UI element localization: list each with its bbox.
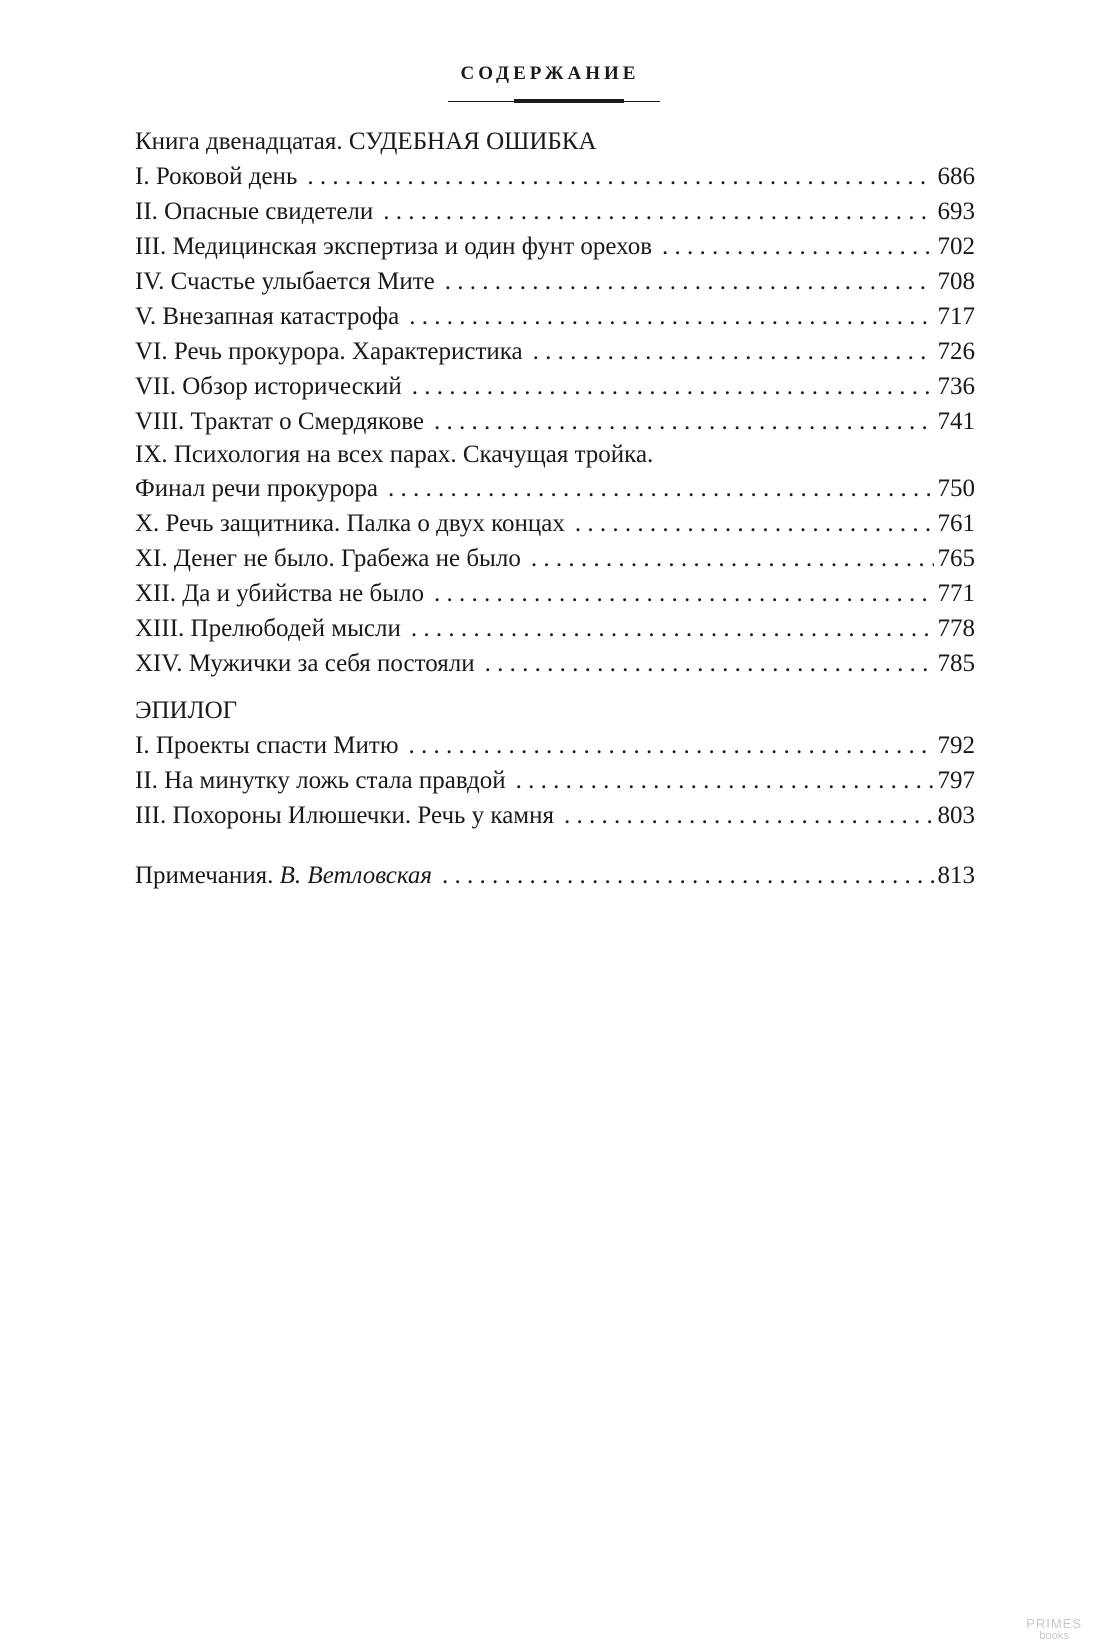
dot-leader: [434, 576, 934, 611]
dot-leader: [662, 229, 934, 264]
toc-entry[interactable]: [135, 264, 975, 299]
dot-leader: [445, 264, 934, 299]
toc-entry-two-line[interactable]: [135, 439, 975, 506]
book-twelve-title: Книга двенадцатая. СУДЕБНАЯ ОШИБКА: [135, 128, 597, 155]
heading-rule-thick: [514, 99, 624, 103]
toc-entry-label: XIV. Мужички за себя постояли: [135, 650, 475, 677]
toc-entry-page: 750: [937, 475, 975, 502]
toc-entry[interactable]: [135, 404, 975, 439]
dot-leader: [533, 334, 934, 369]
notes-label: Примечания.: [135, 862, 274, 889]
toc-entry[interactable]: [135, 334, 975, 369]
dot-leader: [485, 646, 934, 681]
toc-entry[interactable]: [135, 611, 975, 646]
toc-entry-label: XIII. Прелюбодей мысли: [135, 615, 401, 642]
toc-entry-page: 792: [937, 732, 975, 759]
toc-entry-page: 778: [937, 615, 975, 642]
notes-author: В. Ветловская: [279, 862, 433, 889]
toc-entry-label: VIII. Трактат о Смердякове: [135, 408, 424, 435]
dot-leader: [409, 299, 933, 334]
toc-entry-label: II. Опасные свидетели: [135, 198, 374, 225]
toc-entry-label: II. На минутку ложь стала правдой: [135, 767, 506, 794]
toc-entry-page: 741: [937, 408, 975, 435]
toc-entry-label: I. Роковой день: [135, 163, 298, 190]
toc-entry[interactable]: [135, 159, 975, 194]
toc-entry-page: 785: [937, 650, 975, 677]
toc-entry-label: XII. Да и убийства не было: [135, 580, 424, 607]
toc-entry-label-line2: Финал речи прокурора: [135, 475, 378, 502]
toc-entry-page: 708: [937, 268, 975, 295]
toc-entry-label: X. Речь защитника. Палка о двух концах: [135, 510, 565, 537]
toc-entry-page: 686: [937, 163, 975, 190]
toc-entry[interactable]: [135, 646, 975, 681]
toc-entry-page: 736: [937, 373, 975, 400]
dot-leader: [412, 369, 934, 404]
toc-entry-label: III. Медицинская экспертиза и один фунт орехов: [135, 233, 652, 260]
toc-entry-line2: [135, 471, 975, 506]
dot-leader: [516, 763, 934, 798]
toc-entry-label: VII. Обзор исторический: [135, 373, 402, 400]
toc-entry-page: 771: [937, 580, 975, 607]
toc-entry-page: 765: [937, 545, 975, 572]
toc-entry[interactable]: [135, 763, 975, 798]
toc-entry-label-line1: IX. Психология на всех парах. Скачущая тройка.: [135, 441, 654, 468]
toc-entry-page: 803: [937, 802, 975, 829]
toc-entry[interactable]: [135, 576, 975, 611]
dot-leader: [383, 194, 933, 229]
toc-entry-page: 813: [937, 862, 975, 889]
toc-entry-page: 693: [937, 198, 975, 225]
dot-leader: [307, 159, 933, 194]
toc-entry-page: 797: [937, 767, 975, 794]
table-of-contents: [135, 124, 975, 893]
toc-entry-label: [135, 858, 432, 893]
toc-entry-notes[interactable]: [135, 858, 975, 893]
epilogue-title: ЭПИЛОГ: [135, 697, 238, 724]
toc-entry[interactable]: [135, 369, 975, 404]
toc-entry[interactable]: [135, 506, 975, 541]
toc-entry-label: I. Проекты спасти Митю: [135, 732, 399, 759]
dot-leader: [388, 471, 934, 506]
dot-leader: [564, 798, 934, 833]
toc-entry-label: III. Похороны Илюшечки. Речь у камня: [135, 802, 554, 829]
dot-leader: [442, 858, 933, 893]
toc-entry-label: VI. Речь прокурора. Характеристика: [135, 338, 523, 365]
toc-entry-label: XI. Денег не было. Грабежа не было: [135, 545, 521, 572]
toc-entry[interactable]: [135, 194, 975, 229]
toc-entry-page: 702: [937, 233, 975, 260]
dot-leader: [411, 611, 934, 646]
toc-entry[interactable]: [135, 229, 975, 264]
toc-entry-label: IV. Счастье улыбается Мите: [135, 268, 435, 295]
publisher-watermark: [1026, 1618, 1082, 1642]
watermark-bottom: books: [1039, 1630, 1069, 1642]
toc-entry-page: 726: [937, 338, 975, 365]
toc-entry[interactable]: [135, 798, 975, 833]
toc-entry-label: V. Внезапная катастрофа: [135, 303, 400, 330]
toc-entry[interactable]: [135, 541, 975, 576]
dot-leader: [531, 541, 934, 576]
toc-entry-page: 761: [937, 510, 975, 537]
watermark-top: PRIMES: [1026, 1616, 1082, 1631]
toc-entry-page: 717: [937, 303, 975, 330]
toc-entry[interactable]: [135, 728, 975, 763]
toc-entry[interactable]: [135, 299, 975, 334]
dot-leader: [575, 506, 934, 541]
dot-leader: [434, 404, 934, 439]
dot-leader: [409, 728, 934, 763]
page-heading: СОДЕРЖАНИЕ: [460, 63, 640, 84]
